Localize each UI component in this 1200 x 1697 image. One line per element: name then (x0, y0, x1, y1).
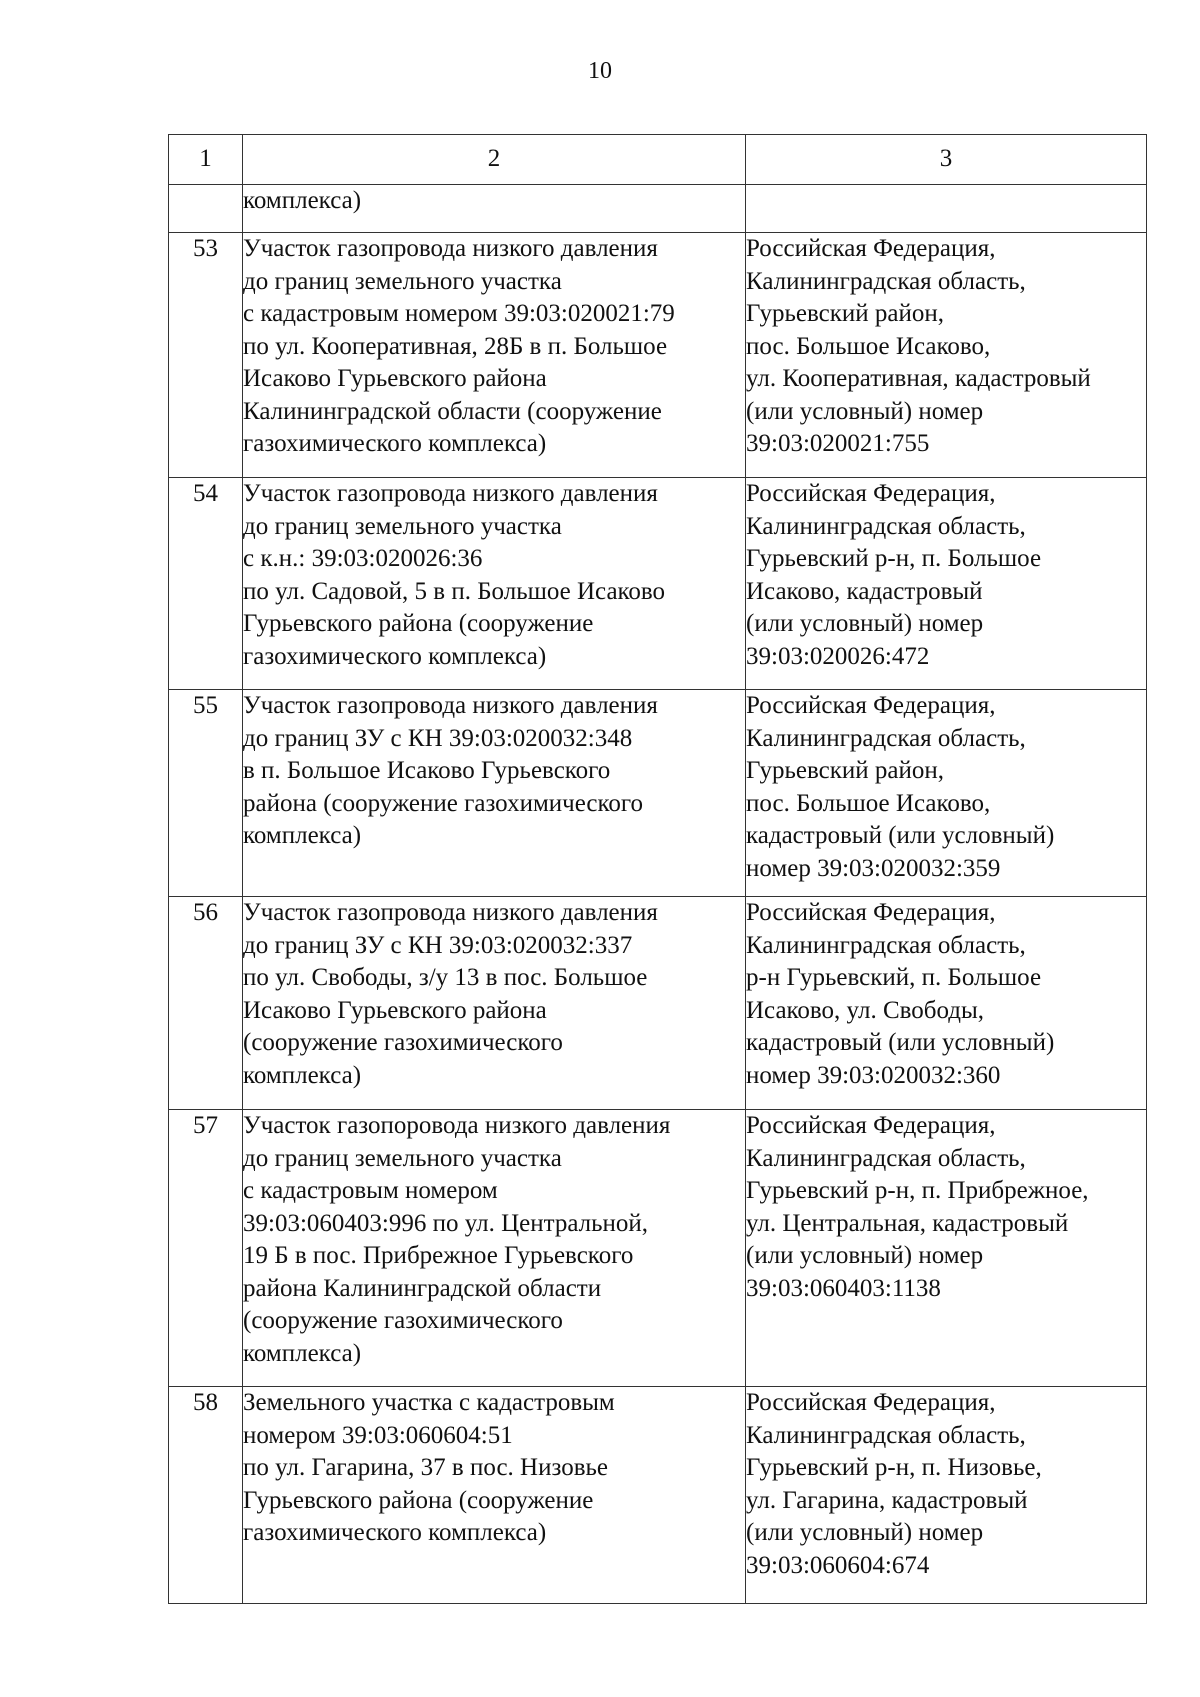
location-cell: Российская Федерация, Калининградская область, Гурьевский р-н, п. Низовье, ул. Гагарина, кадастровый (или условный) номер 39:03:060604:674 (746, 1387, 1147, 1604)
description-cell: Участок газопровода низкого давления до границ ЗУ с КН 39:03:020032:348 в п. Большое Исаково Гурьевского района (сооружение газохимического комплекса) (243, 690, 746, 897)
table-row (169, 478, 1147, 690)
description-cell: Участок газопровода низкого давления до границ ЗУ с КН 39:03:020032:337 по ул. Свободы, з/у 13 в пос. Большое Исаково Гурьевского района (сооружение газохимического комплекса) (243, 897, 746, 1110)
table-row (169, 690, 1147, 897)
location-cell (746, 185, 1147, 233)
description-cell: Земельного участка с кадастровым номером 39:03:060604:51 по ул. Гагарина, 37 в пос. Низовье Гурьевского района (сооружение газохимического комплекса) (243, 1387, 746, 1604)
table-row (169, 897, 1147, 1110)
column-header-3: 3 (746, 135, 1147, 185)
row-number-cell: 54 (169, 478, 243, 690)
row-number-cell: 53 (169, 233, 243, 478)
table-row (169, 233, 1147, 478)
location-cell: Российская Федерация, Калининградская область, Гурьевский район, пос. Большое Исаково, ул. Кооперативная, кадастровый (или условный) номер 39:03:020021:755 (746, 233, 1147, 478)
column-header-2: 2 (243, 135, 746, 185)
table-row (169, 1387, 1147, 1604)
location-cell: Российская Федерация, Калининградская область, Гурьевский район, пос. Большое Исаково, кадастровый (или условный) номер 39:03:020032:359 (746, 690, 1147, 897)
location-cell: Российская Федерация, Калининградская область, Гурьевский р-н, п. Прибрежное, ул. Центральная, кадастровый (или условный) номер 39:03:060403:1138 (746, 1110, 1147, 1387)
row-number-cell: 58 (169, 1387, 243, 1604)
table-row (169, 1110, 1147, 1387)
description-cell: комплекса) (243, 185, 746, 233)
column-header-1: 1 (169, 135, 243, 185)
table-header-row (169, 135, 1147, 185)
location-cell: Российская Федерация, Калининградская область, Гурьевский р-н, п. Большое Исаково, кадастровый (или условный) номер 39:03:020026:472 (746, 478, 1147, 690)
row-number-cell: 55 (169, 690, 243, 897)
page-number: 10 (588, 58, 612, 84)
description-cell: Участок газопоровода низкого давления до границ земельного участка с кадастровым номером 39:03:060403:996 по ул. Центральной, 19 Б в пос. Прибрежное Гурьевского района Калининградской области (сооружение газохимического комплекса) (243, 1110, 746, 1387)
row-number-cell: 56 (169, 897, 243, 1110)
row-number-cell: 57 (169, 1110, 243, 1387)
row-number-cell (169, 185, 243, 233)
description-cell: Участок газопровода низкого давления до границ земельного участка с к.н.: 39:03:020026:36 по ул. Садовой, 5 в п. Большое Исаково Гурьевского района (сооружение газохимического комплекса) (243, 478, 746, 690)
continuation-row (169, 185, 1147, 233)
location-cell: Российская Федерация, Калининградская область, р-н Гурьевский, п. Большое Исаково, ул. Свободы, кадастровый (или условный) номер 39:03:020032:360 (746, 897, 1147, 1110)
description-cell: Участок газопровода низкого давления до границ земельного участка с кадастровым номером 39:03:020021:79 по ул. Кооперативная, 28Б в п. Большое Исаково Гурьевского района Калининградской области (сооружение газохимического комплекса) (243, 233, 746, 478)
property-table (168, 134, 1147, 1604)
